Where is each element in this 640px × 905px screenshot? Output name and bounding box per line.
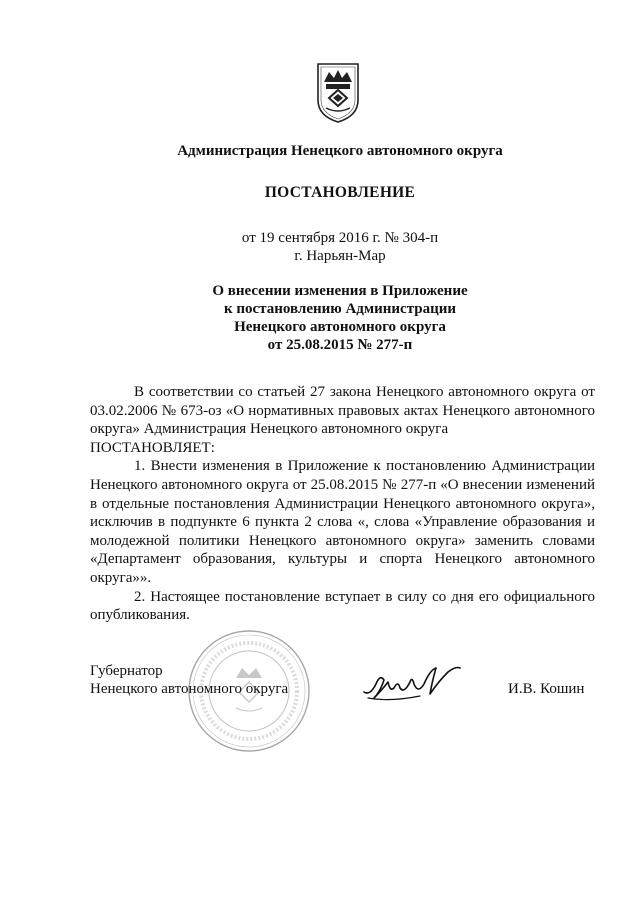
document-body	[90, 383, 595, 625]
decree-word: ПОСТАНОВЛЯЕТ:	[90, 439, 215, 456]
signatory-position	[90, 662, 288, 698]
point-1-paragraph: 1. Внести изменения в Приложение к постановлению Администрации Ненецкого автономного округа от 25.08.2015 № 277-п «О внесении изменений в отдельные постановления Администрации Ненецкого автономного округа», исключив в подпункте 6 пункта 2 слова «, слова «Управление образования и молодежной политики Ненецкого автономного округа» заменить словами «Департамент образования, культуры и спорта Ненецкого автономного округа»».	[90, 458, 595, 586]
position-line-1: Губернатор	[90, 663, 163, 679]
preamble-paragraph: В соответствии со статьей 27 закона Ненецкого автономного округа от 03.02.2006 № 673-оз «О нормативных правовых актах Ненецкого автономного округа» Администрация Ненецкого автономного округа	[90, 384, 595, 438]
city: г. Нарьян-Мар	[294, 248, 386, 264]
title-line-1: О внесении изменения в Приложение	[212, 283, 468, 299]
point-2-paragraph: 2. Настоящее постановление вступает в силу со дня его официального опубликования.	[90, 588, 595, 624]
title-line-3: Ненецкого автономного округа	[234, 319, 446, 335]
document-type: ПОСТАНОВЛЕНИЕ	[264, 184, 416, 201]
signatory-name: И.В. Кошин	[508, 681, 585, 697]
handwritten-signature-icon	[360, 662, 464, 708]
nenets-coat-of-arms-icon	[314, 60, 362, 124]
title-line-4: от 25.08.2015 № 277-п	[267, 337, 413, 353]
title-line-2: к постановлению Администрации	[223, 301, 457, 317]
organization-name: Администрация Ненецкого автономного округа	[177, 143, 503, 159]
date-number: от 19 сентября 2016 г. № 304-п	[241, 230, 439, 246]
position-line-2: Ненецкого автономного округа	[90, 681, 289, 697]
